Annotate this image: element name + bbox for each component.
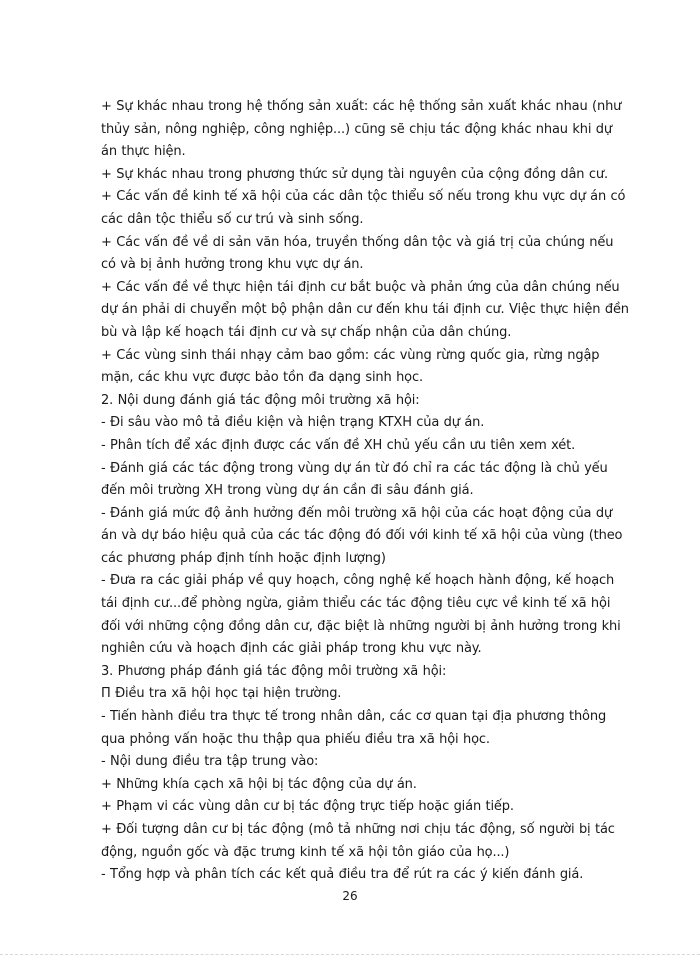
paragraph: - Phân tích để xác định được các vấn đề XH chủ yếu cần ưu tiên xem xét. [101,437,576,453]
paragraph: - Nội dung điều tra tập trung vào: [101,754,319,770]
section-heading: 3. Phương pháp đánh giá tác động môi trường xã hội: [101,663,447,679]
paragraph: + Các vấn đề về thực hiện tái định cư bắt buộc và phản ứng của dân chúng nếu dự án phải di chuyển một bộ phận dân cư đến khu tái định cư. Việc thực hiện đền bù và lập kế hoạch tái định cư và sự chấp nhận của dân chúng. [101,279,629,340]
section-heading: 2. Nội dung đánh giá tác động môi trường xã hội: [101,392,420,408]
paragraph: + Đối tượng dân cư bị tác động (mô tả những nơi chịu tác động, số người bị tác động, nguồn gốc và đặc trưng kinh tế xã hội tôn giáo của họ...) [101,822,615,860]
paragraph: - Đi sâu vào mô tả điều kiện và hiện trạng KTXH của dự án. [101,415,485,431]
page-number: 26 [342,889,358,903]
paragraph: - Đánh giá các tác động trong vùng dự án từ đó chỉ ra các tác động là chủ yếu đến môi trường XH trong vùng dự án cần đi sâu đánh giá. [101,460,608,499]
paragraph: + Những khía cạch xã hội bị tác động của dự án. [101,776,417,792]
paragraph: + Phạm vi các vùng dân cư bị tác động trực tiếp hoặc gián tiếp. [101,799,514,815]
paragraph: - Tiến hành điều tra thực tế trong nhân dân, các cơ quan tại địa phương thông qua phỏng vấn hoặc thu thập qua phiếu điều tra xã hội học. [101,709,607,747]
paragraph: - Đánh giá mức độ ảnh hưởng đến môi trường xã hội của các hoạt động của dự án và dự báo hiệu quả của các tác động đó đối với kinh tế xã hội của vùng (theo các phương pháp định tính hoặc định lượng) [101,505,623,566]
paragraph: + Sự khác nhau trong phương thức sử dụng tài nguyên của cộng đồng dân cư. [101,166,608,182]
paragraph: + Các vấn đề về di sản văn hóa, truyền thống dân tộc và giá trị của chúng nếu có và bị ảnh hưởng trong khu vực dự án. [101,234,614,273]
paragraph: + Các vùng sinh thái nhạy cảm bao gồm: các vùng rừng quốc gia, rừng ngập mặn, các khu vực được bảo tồn đa dạng sinh học. [101,347,600,386]
document-body [101,96,631,887]
paragraph: + Các vấn đề kinh tế xã hội của các dân tộc thiểu số nếu trong khu vực dự án có các dân tộc thiểu số cư trú và sinh sống. [101,189,626,227]
paragraph: Π Điều tra xã hội học tại hiện trường. [101,686,342,702]
paragraph: + Sự khác nhau trong hệ thống sản xuất: các hệ thống sản xuất khác nhau (như thủy sản, nông nghiệp, công nghiệp...) cũng sẽ chịu tác động khác nhau khi dự án thực hiện. [101,99,622,160]
paragraph: - Tổng hợp và phân tích các kết quả điều tra để rút ra các ý kiến đánh giá. [101,867,584,883]
paragraph: - Đưa ra các giải pháp về quy hoạch, công nghệ kế hoạch hành động, kế hoạch tái định cư...để phòng ngừa, giảm thiểu các tác động tiêu cực về kinh tế xã hội đối với những cộng đồng dân cư, đặc biệt là những người bị ảnh hưởng trong khi nghiên cứu và hoạch định các giải pháp trong khu vực này. [101,573,621,657]
page-bottom-divider [0,954,700,955]
